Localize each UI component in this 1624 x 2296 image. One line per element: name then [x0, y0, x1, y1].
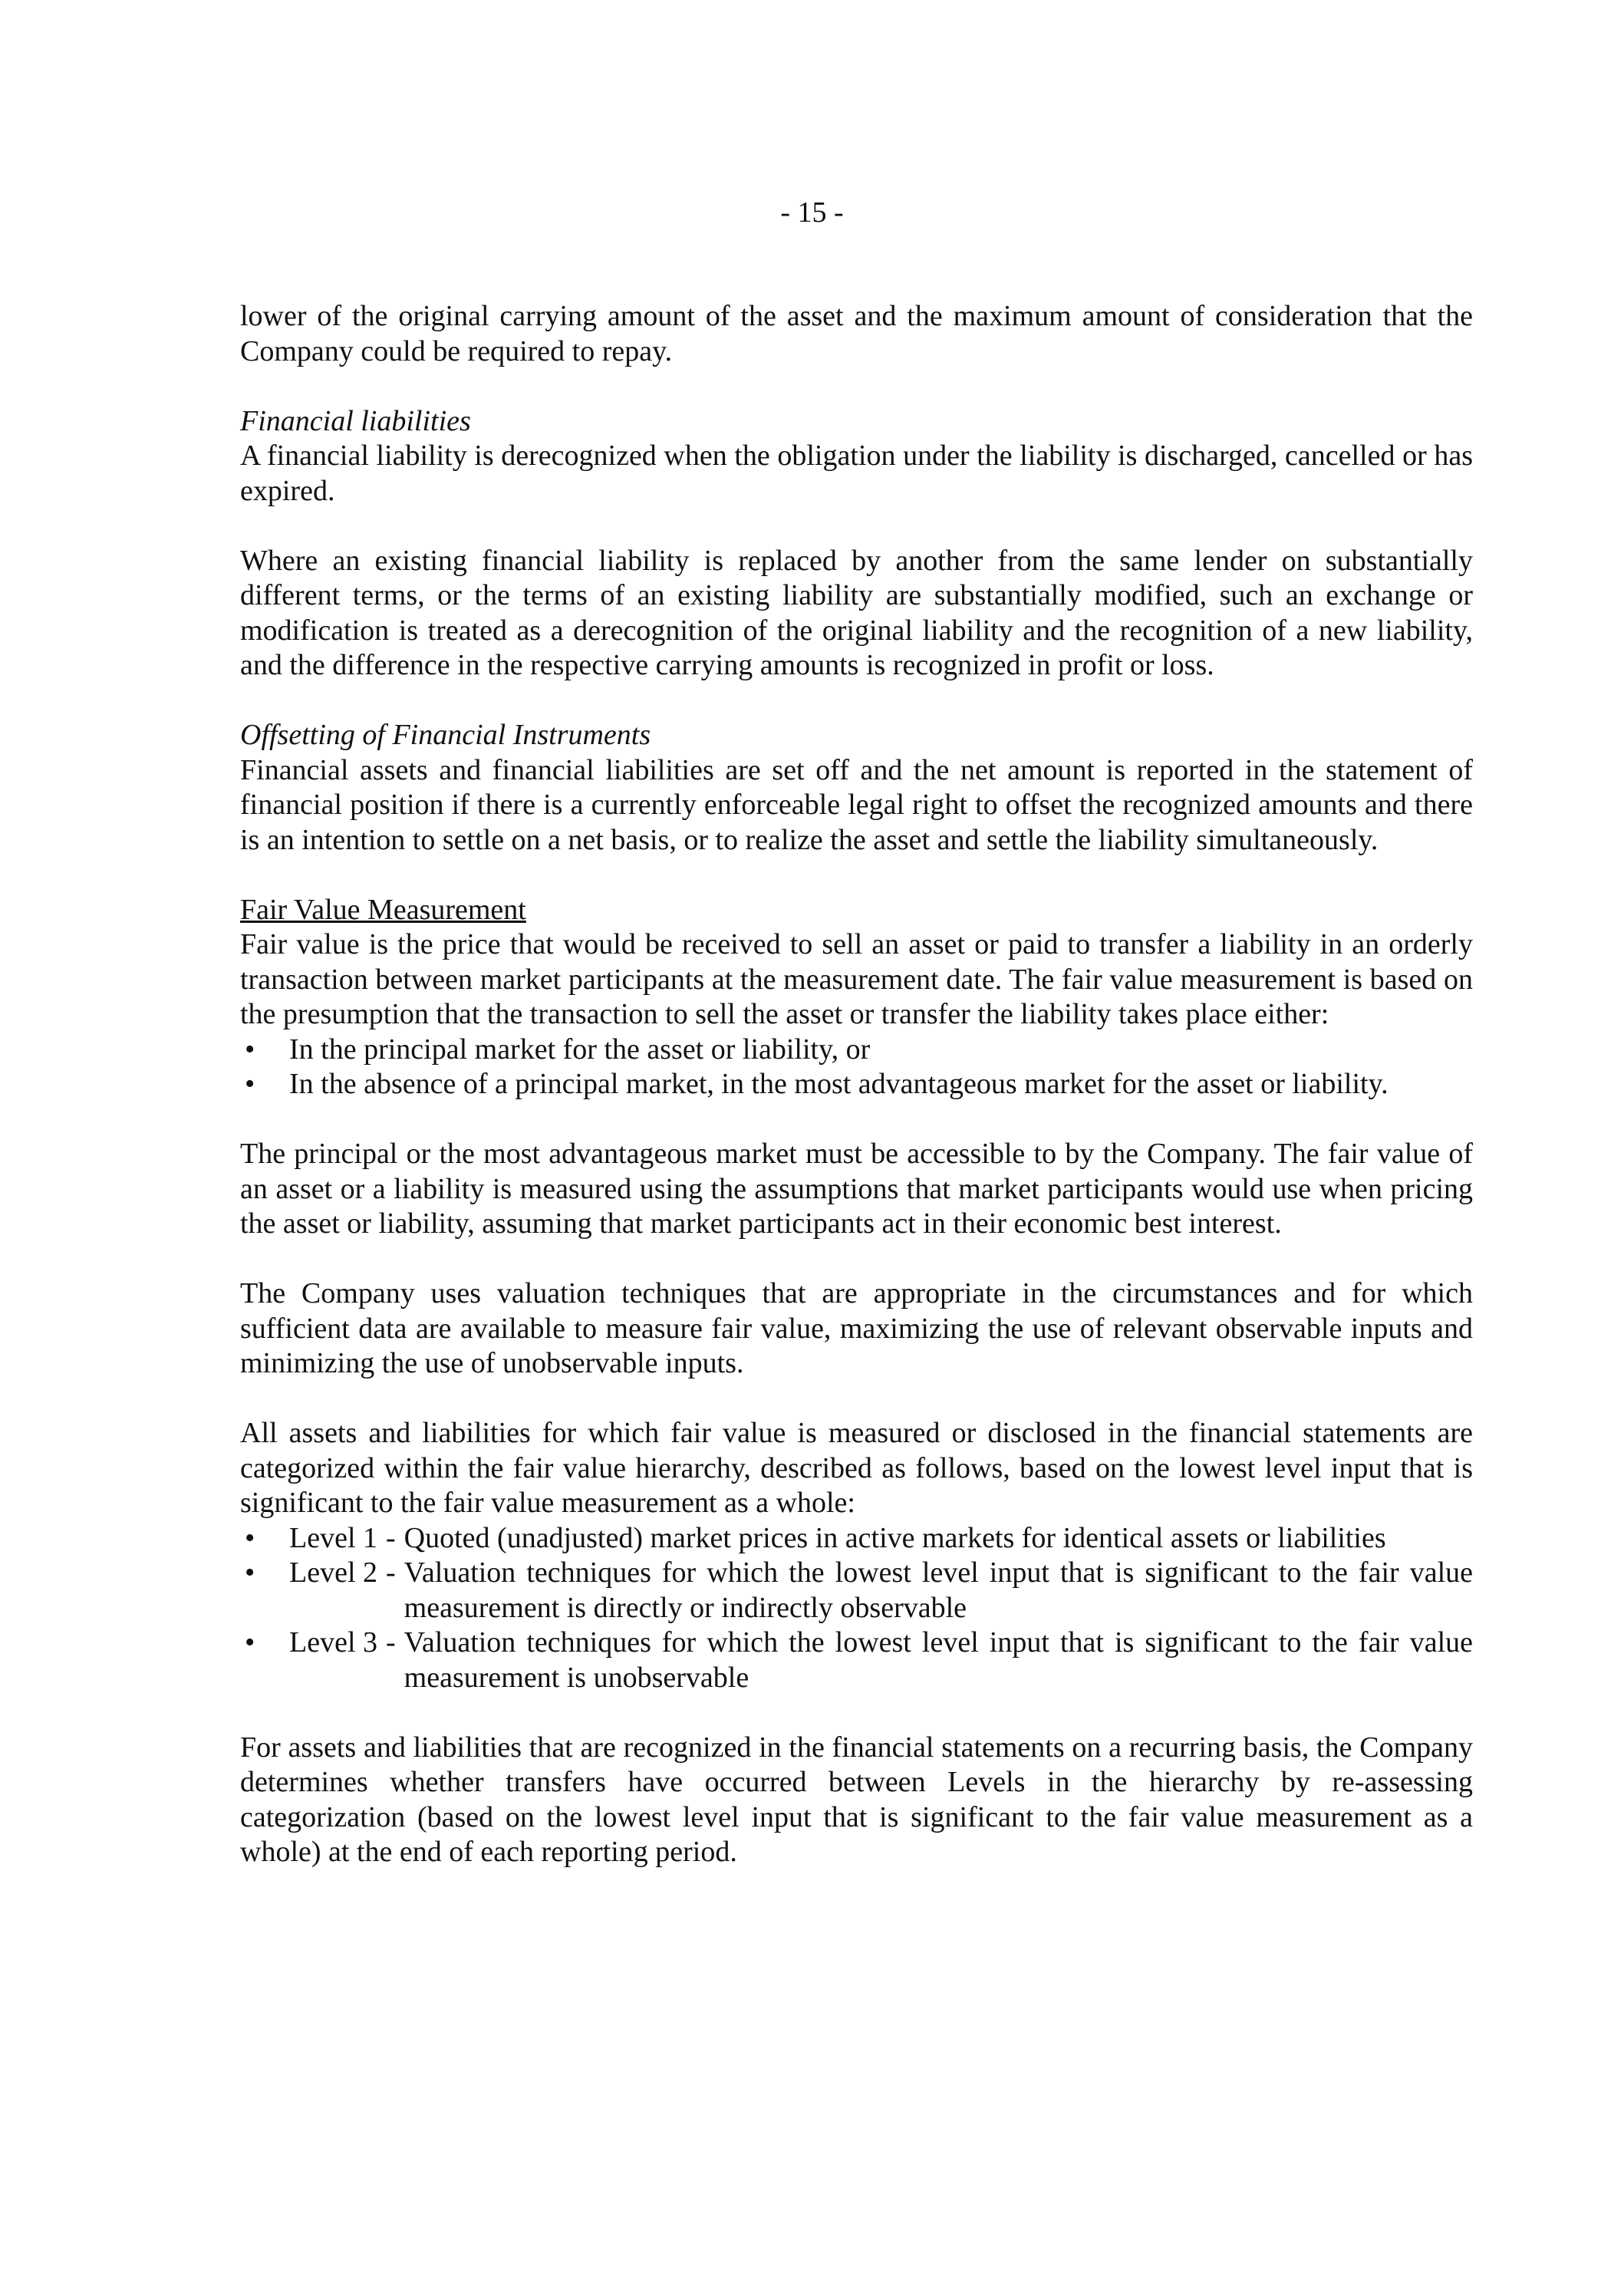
level-description: Quoted (unadjusted) market prices in active markets for identical assets or liabilities — [404, 1521, 1386, 1554]
bullet-icon: • — [245, 1556, 255, 1589]
paragraph-recurring-basis: For assets and liabilities that are recognized in the financial statements on a recurring basis, the Company determines whether transfers have occurred between Levels in the hierarchy by re-assessing categorization (based on the lowest level input that is significant to the fair value measurement as a whole) at the end of each reporting period. — [240, 1731, 1473, 1868]
market-bullet-list — [240, 1033, 1473, 1102]
paragraph-hierarchy-intro: All assets and liabilities for which fair value is measured or disclosed in the financial statements are categorized within the fair value hierarchy, described as follows, based on the lowest level input that is significant to the fair value measurement as a whole: — [240, 1417, 1473, 1519]
list-item — [240, 1521, 1473, 1556]
heading-financial-liabilities: Financial liabilities — [240, 404, 471, 437]
level-separator: - — [386, 1626, 396, 1659]
list-item — [240, 1067, 1473, 1102]
list-item — [240, 1033, 1473, 1068]
heading-fair-value: Fair Value Measurement — [240, 893, 526, 926]
paragraph-replacement: Where an existing financial liability is replaced by another from the same lender on substantially different terms, or the terms of an existing liability are substantially modified, such an exchange or modification is treated as a derecognition of the original liability and the recognition of a new liability, and the difference in the respective carrying amounts is recognized in profit or loss. — [240, 544, 1473, 681]
level-separator: - — [386, 1556, 396, 1589]
level-label: Level 1 — [289, 1521, 378, 1554]
bullet-icon: • — [245, 1068, 255, 1100]
paragraph-principal-market: The principal or the most advantageous market must be accessible to by the Company. The fair value of an asset or a liability is measured using the assumptions that market participants would use when pricing the asset or liability, assuming that market participants act in their economic best interest. — [240, 1138, 1473, 1240]
bullet-icon: • — [245, 1033, 255, 1066]
level-description: Valuation techniques for which the lowest level input that is significant to the fair value measurement is directly or indirectly observable — [404, 1556, 1473, 1624]
list-item — [240, 1556, 1473, 1626]
list-item-text: In the principal market for the asset or liability, or — [289, 1033, 871, 1066]
heading-offsetting: Offsetting of Financial Instruments — [240, 719, 651, 751]
level-label: Level 3 — [289, 1626, 378, 1659]
paragraph-valuation-techniques: The Company uses valuation techniques that are appropriate in the circumstances and for which sufficient data are available to measure fair value, maximizing the use of relevant observable inputs and minimizing the use of unobservable inputs. — [240, 1277, 1473, 1379]
level-description: Valuation techniques for which the lowest level input that is significant to the fair value measurement is unobservable — [404, 1626, 1473, 1694]
level-label: Level 2 — [289, 1556, 378, 1589]
fair-value-hierarchy-list — [240, 1521, 1473, 1696]
document-body — [240, 299, 1473, 1870]
paragraph-carrying-amount: lower of the original carrying amount of the asset and the maximum amount of consideration that the Company could be required to repay. — [240, 300, 1473, 367]
page-number: - 15 - — [780, 196, 844, 229]
bullet-icon: • — [245, 1626, 255, 1659]
paragraph-derecognition: A financial liability is derecognized when the obligation under the liability is discharged, cancelled or has expired. — [240, 440, 1473, 507]
list-item-text: In the absence of a principal market, in the most advantageous market for the asset or liability. — [289, 1068, 1388, 1100]
level-separator: - — [386, 1521, 396, 1554]
list-item — [240, 1626, 1473, 1695]
paragraph-offsetting: Financial assets and financial liabilities are set off and the net amount is reported in the statement of financial position if there is a currently enforceable legal right to offset the recognized amounts and there is an intention to settle on a net basis, or to realize the asset and settle the liability simultaneously. — [240, 753, 1473, 856]
paragraph-fair-value-definition: Fair value is the price that would be received to sell an asset or paid to transfer a liability in an orderly transaction between market participants at the measurement date. The fair value measurement is based on the presumption that the transaction to sell the asset or transfer the liability takes place either: — [240, 928, 1473, 1030]
bullet-icon: • — [245, 1521, 255, 1554]
